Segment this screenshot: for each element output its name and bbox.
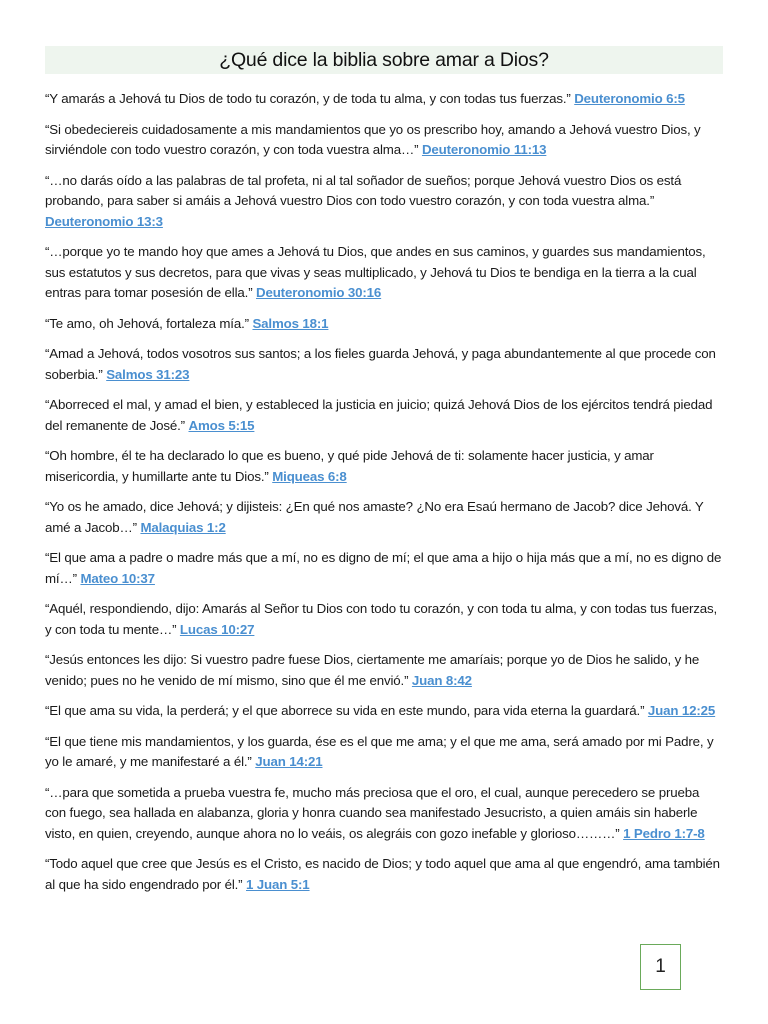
verse-text: “Todo aquel que cree que Jesús es el Cristo, es nacido de Dios; y todo aquel que ama al que engendró, ama también al que ha sido engendrado por él.”: [45, 856, 720, 892]
verse-paragraph: [45, 120, 723, 161]
verse-reference-link[interactable]: Salmos 18:1: [252, 315, 329, 331]
verse-paragraph: [45, 344, 723, 385]
verse-text: “Si obedeciereis cuidadosamente a mis mandamientos que yo os prescribo hoy, amando a Jehová vuestro Dios, y sirviéndole con todo vuestro corazón, y con toda vuestra alma…”: [45, 121, 701, 157]
verse-paragraph: [45, 783, 723, 845]
verse-reference-link[interactable]: Deuteronomio 30:16: [256, 285, 382, 300]
verse-text: “…no darás oído a las palabras de tal profeta, ni al tal soñador de sueños; porque Jehová vuestro Dios os está probando, para saber si amáis a Jehová vuestro Dios con todo vuestro corazón, y con toda vuestra alma.”: [45, 172, 682, 208]
verse-paragraph: [45, 242, 723, 304]
verse-reference-link[interactable]: Lucas 10:27: [179, 621, 255, 637]
verse-paragraph: [45, 548, 723, 589]
verse-text: “El que tiene mis mandamientos, y los guarda, ése es el que me ama; y el que me ama, será amado por mi Padre, y yo le amaré, y me manifestaré a él.”: [45, 733, 714, 769]
verse-text: “El que ama a padre o madre más que a mí, no es digno de mí; el que ama a hijo o hija más que a mí, no es digno de mí…”: [45, 550, 722, 586]
page-title: ¿Qué dice la biblia sobre amar a Dios?: [219, 48, 549, 71]
verse-reference-link[interactable]: Salmos 31:23: [106, 366, 190, 382]
verse-text: “Y amarás a Jehová tu Dios de todo tu corazón, y de toda tu alma, y con todas tus fuerzas.”: [45, 91, 575, 106]
verse-text: “…para que sometida a prueba vuestra fe, mucho más preciosa que el oro, el cual, aunque perecedero se prueba con fuego, sea hallada en alabanza, gloria y honra cuando sea manifestado Jesucristo, a quien amáis sin haberle visto, en quien, creyendo, aunque ahora no lo veáis, os alegráis con gozo inefable y glorioso………”: [45, 784, 700, 841]
verse-reference-link[interactable]: Juan 12:25: [647, 703, 716, 718]
verse-reference-link[interactable]: Deuteronomio 13:3: [45, 213, 163, 229]
verse-text: “Te amo, oh Jehová, fortaleza mía.”: [45, 315, 253, 331]
verse-paragraph: [45, 446, 723, 487]
verse-text: “Jesús entonces les dijo: Si vuestro padre fuese Dios, ciertamente me amaríais; porque yo de Dios he salido, y he venido; pues no he venido de mí mismo, sino que él me envió.”: [45, 652, 700, 688]
verse-paragraph: [45, 314, 723, 335]
verse-paragraph: [45, 89, 723, 110]
verse-reference-link[interactable]: Juan 8:42: [411, 672, 472, 688]
verse-text: “Aquél, respondiendo, dijo: Amarás al Señor tu Dios con todo tu corazón, y con toda tu alma, y con todas tus fuerzas, y con toda tu mente…”: [45, 601, 718, 637]
verse-reference-link[interactable]: Amos 5:15: [188, 417, 255, 433]
verse-paragraph: [45, 854, 723, 895]
verse-text: “Yo os he amado, dice Jehová; y dijisteis: ¿En qué nos amaste? ¿No era Esaú hermano de Jacob? dice Jehová. Y amé a Jacob…”: [45, 499, 704, 535]
verse-reference-link[interactable]: Deuteronomio 6:5: [574, 91, 685, 106]
verse-reference-link[interactable]: Juan 14:21: [255, 754, 323, 769]
verse-reference-link[interactable]: Deuteronomio 11:13: [421, 142, 547, 157]
verse-reference-link[interactable]: Miqueas 6:8: [272, 468, 347, 484]
verse-text: “Aborreced el mal, y amad el bien, y estableced la justicia en juicio; quizá Jehová Dios de los ejércitos tendrá piedad del remanente de José.”: [45, 397, 713, 433]
verse-text: “El que ama su vida, la perderá; y el que aborrece su vida en este mundo, para vida eterna la guardará.”: [45, 703, 648, 718]
verse-paragraph: [45, 395, 723, 436]
verse-text: “Oh hombre, él te ha declarado lo que es bueno, y qué pide Jehová de ti: solamente hacer justicia, y amar misericordia, y humillarte ante tu Dios.”: [45, 448, 654, 484]
verse-text: “Amad a Jehová, todos vosotros sus santos; a los fieles guarda Jehová, y paga abundantemente al que procede con soberbia.”: [45, 346, 716, 382]
verse-paragraph: [45, 732, 723, 773]
verse-reference-link[interactable]: Mateo 10:37: [80, 570, 155, 586]
page-number-box: [640, 944, 681, 990]
verse-reference-link[interactable]: Malaquias 1:2: [140, 519, 226, 535]
verse-paragraph: [45, 171, 723, 233]
verse-text: “…porque yo te mando hoy que ames a Jehová tu Dios, que andes en sus caminos, y guardes sus mandamientos, sus estatutos y sus decretos, para que vivas y seas multiplicado, y Jehová tu Dios te bendiga en la tierra a la cual entras para tomar posesión de ella.”: [45, 244, 706, 300]
verse-paragraph: [45, 701, 723, 722]
verse-paragraph: [45, 497, 723, 538]
verse-paragraph: [45, 599, 723, 640]
page-number: 1: [655, 956, 666, 977]
verse-reference-link[interactable]: 1 Juan 5:1: [246, 876, 310, 892]
title-bar: [45, 46, 723, 74]
verse-paragraph: [45, 650, 723, 691]
document-page: [45, 46, 723, 905]
verse-reference-link[interactable]: 1 Pedro 1:7-8: [623, 825, 705, 841]
